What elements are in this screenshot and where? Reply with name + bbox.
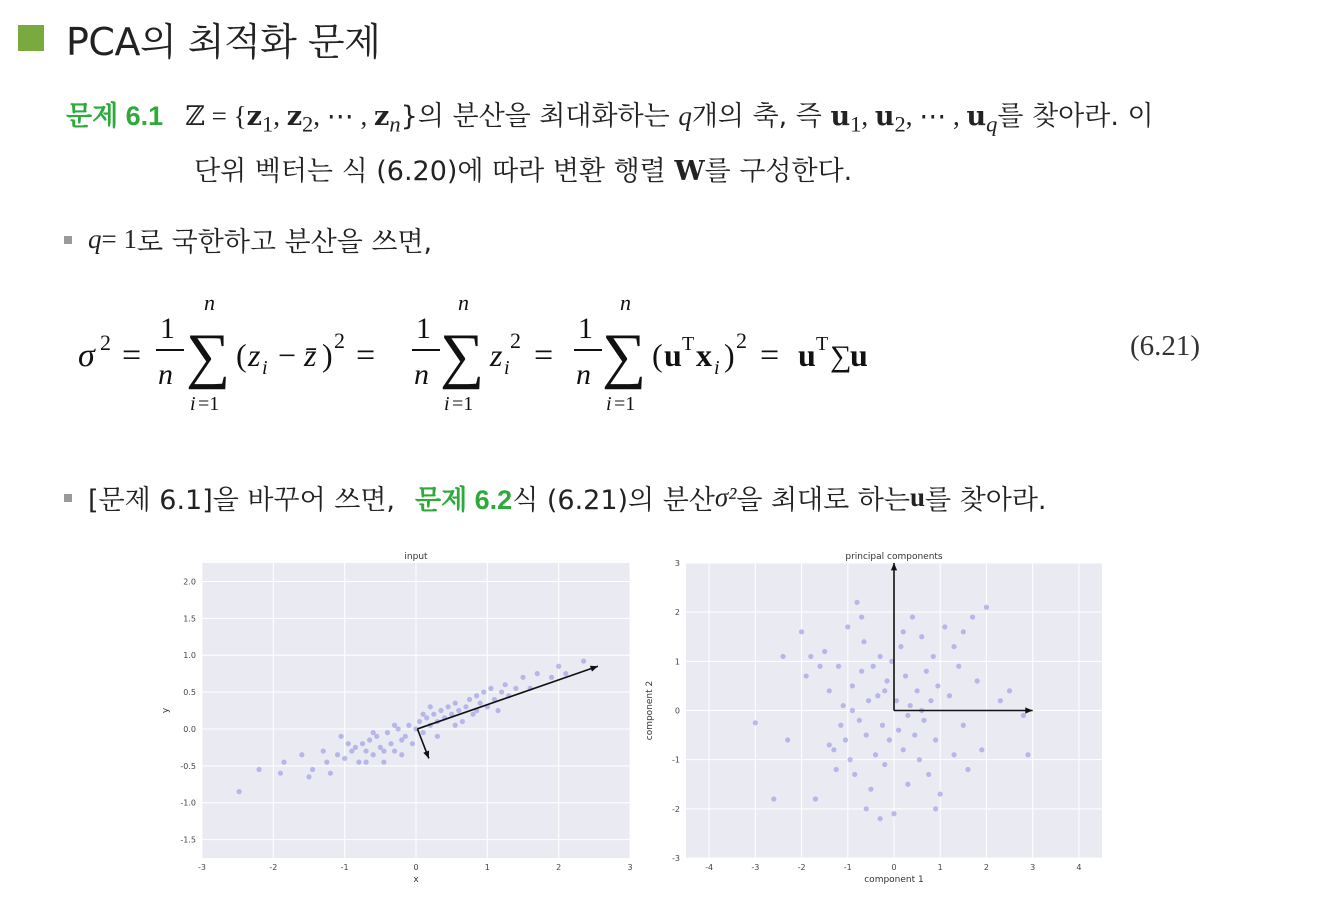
data-point bbox=[859, 614, 864, 619]
x-tick-label: -1 bbox=[843, 863, 852, 872]
w-matrix: W bbox=[674, 156, 705, 188]
svg-text:=: = bbox=[356, 337, 376, 374]
data-point bbox=[556, 664, 561, 669]
data-point bbox=[882, 762, 887, 767]
data-point bbox=[371, 752, 376, 757]
data-point bbox=[938, 791, 943, 796]
svg-text:u: u bbox=[798, 337, 816, 373]
data-point bbox=[363, 760, 368, 765]
svg-text:i: i bbox=[190, 393, 196, 415]
data-point bbox=[975, 678, 980, 683]
data-point bbox=[928, 698, 933, 703]
data-point bbox=[410, 741, 415, 746]
z-sub-2: 2 bbox=[302, 111, 314, 137]
data-point bbox=[435, 734, 440, 739]
data-point bbox=[799, 629, 804, 634]
u-vector-1: u bbox=[830, 101, 851, 132]
data-point bbox=[947, 693, 952, 698]
svg-text:=: = bbox=[760, 337, 780, 374]
z-sub-n: n bbox=[389, 111, 401, 137]
data-point bbox=[933, 737, 938, 742]
equation-6-21 bbox=[70, 288, 1270, 418]
z-vector-2: z bbox=[286, 101, 303, 132]
x-tick-label: 0 bbox=[413, 863, 419, 872]
data-point bbox=[951, 752, 956, 757]
data-point bbox=[453, 723, 458, 728]
data-point bbox=[281, 760, 286, 765]
data-point bbox=[942, 624, 947, 629]
q-variable: q bbox=[678, 101, 692, 131]
svg-text:i: i bbox=[262, 357, 268, 379]
title-bullet-square bbox=[18, 25, 44, 51]
data-point bbox=[421, 730, 426, 735]
y-tick-label: 1 bbox=[674, 657, 680, 667]
data-point bbox=[417, 719, 422, 724]
svg-text:=1: =1 bbox=[198, 393, 220, 415]
data-point bbox=[817, 664, 822, 669]
data-point bbox=[843, 737, 848, 742]
svg-text:i: i bbox=[714, 357, 720, 379]
data-point bbox=[481, 689, 486, 694]
data-point bbox=[513, 686, 518, 691]
problem-6-1-text-b: 개의 축, 즉 bbox=[691, 101, 831, 132]
equation-number: (6.21) bbox=[1130, 330, 1201, 362]
data-point bbox=[321, 748, 326, 753]
x-tick-label: -3 bbox=[198, 863, 206, 872]
y-axis-label: component 2 bbox=[645, 680, 655, 741]
data-point bbox=[406, 723, 411, 728]
x-axis-label: x bbox=[413, 875, 419, 885]
data-point bbox=[910, 614, 915, 619]
data-point bbox=[339, 734, 344, 739]
data-point bbox=[864, 732, 869, 737]
data-point bbox=[901, 747, 906, 752]
data-point bbox=[520, 675, 525, 680]
data-point bbox=[965, 767, 970, 772]
svg-text:2: 2 bbox=[736, 328, 747, 353]
data-point bbox=[438, 708, 443, 713]
data-point bbox=[808, 654, 813, 659]
svg-text:i: i bbox=[444, 393, 450, 415]
data-point bbox=[931, 654, 936, 659]
svg-text:n: n bbox=[576, 358, 591, 391]
y-axis-label: y bbox=[161, 707, 171, 714]
svg-text:): ) bbox=[724, 337, 735, 373]
data-point bbox=[460, 719, 465, 724]
data-point bbox=[399, 752, 404, 757]
data-point bbox=[866, 698, 871, 703]
bullet1-q: q bbox=[88, 224, 102, 254]
data-point bbox=[463, 704, 468, 709]
ellipsis-1: , ⋯ , bbox=[313, 101, 375, 131]
x-tick-label: 2 bbox=[556, 863, 562, 872]
data-point bbox=[854, 600, 859, 605]
data-point bbox=[356, 760, 361, 765]
data-point bbox=[499, 689, 504, 694]
data-point bbox=[845, 624, 850, 629]
data-point bbox=[367, 737, 372, 742]
svg-text:z̄: z̄ bbox=[304, 337, 317, 373]
svg-text:x: x bbox=[696, 337, 712, 373]
svg-text:n: n bbox=[204, 290, 215, 315]
data-point bbox=[961, 723, 966, 728]
svg-text:2: 2 bbox=[334, 328, 345, 353]
data-point bbox=[901, 629, 906, 634]
svg-text:T: T bbox=[816, 333, 829, 355]
problem-6-1-text-d: 단위 벡터는 식 (6.20)에 따라 변환 행렬 bbox=[194, 156, 675, 188]
svg-text:∑: ∑ bbox=[186, 322, 231, 390]
data-point bbox=[456, 708, 461, 713]
data-point bbox=[933, 806, 938, 811]
problem-6-1-line2 bbox=[66, 148, 1326, 196]
chart-input bbox=[160, 545, 635, 890]
data-point bbox=[921, 718, 926, 723]
data-point bbox=[236, 789, 241, 794]
data-point bbox=[256, 767, 261, 772]
u-vector-q: u bbox=[966, 101, 987, 132]
u-sub-1: 1 bbox=[850, 111, 862, 137]
problem-6-1-text-e: 를 구성한다. bbox=[704, 156, 853, 188]
data-point bbox=[884, 678, 889, 683]
y-tick-label: -2 bbox=[672, 804, 680, 814]
y-tick-label: -0.5 bbox=[180, 761, 196, 771]
data-point bbox=[887, 737, 892, 742]
data-point bbox=[446, 704, 451, 709]
bullet2-text-d: 를 찾아라. bbox=[925, 485, 1047, 516]
data-point bbox=[360, 741, 365, 746]
svg-text:1: 1 bbox=[160, 312, 175, 345]
data-point bbox=[392, 748, 397, 753]
data-point bbox=[898, 644, 903, 649]
problem-6-1-text-c: 를 찾아라. 이 bbox=[997, 101, 1154, 132]
comma-u: , bbox=[861, 101, 875, 131]
title-text: PCA의 최적화 문제 bbox=[66, 19, 381, 64]
u-vector-2: u bbox=[874, 101, 895, 132]
data-point bbox=[847, 757, 852, 762]
data-point bbox=[421, 712, 426, 717]
svg-text:=1: =1 bbox=[452, 393, 474, 415]
data-point bbox=[392, 723, 397, 728]
data-point bbox=[919, 634, 924, 639]
data-point bbox=[535, 671, 540, 676]
data-point bbox=[310, 767, 315, 772]
svg-text:=: = bbox=[534, 337, 554, 374]
data-point bbox=[428, 704, 433, 709]
svg-text:=: = bbox=[122, 337, 142, 374]
data-point bbox=[875, 693, 880, 698]
x-axis-label: component 1 bbox=[864, 875, 924, 885]
data-point bbox=[917, 757, 922, 762]
x-tick-label: 1 bbox=[937, 863, 943, 872]
data-point bbox=[852, 772, 857, 777]
svg-text:(: ( bbox=[652, 337, 663, 373]
svg-text:1: 1 bbox=[416, 312, 431, 345]
data-point bbox=[495, 708, 500, 713]
data-point bbox=[935, 683, 940, 688]
data-point bbox=[961, 629, 966, 634]
y-tick-label: 0.5 bbox=[183, 688, 196, 698]
y-tick-label: -1.0 bbox=[180, 798, 196, 808]
data-point bbox=[873, 752, 878, 757]
data-point bbox=[859, 669, 864, 674]
comma-1: , bbox=[273, 101, 287, 131]
data-point bbox=[836, 664, 841, 669]
data-point bbox=[912, 732, 917, 737]
svg-text:n: n bbox=[158, 358, 173, 391]
y-tick-label: 2 bbox=[674, 608, 680, 618]
data-point bbox=[474, 693, 479, 698]
data-point bbox=[834, 767, 839, 772]
bullet-q-equals-1 bbox=[64, 220, 432, 259]
data-point bbox=[324, 760, 329, 765]
data-point bbox=[905, 713, 910, 718]
bullet1-eq: = 1 bbox=[101, 224, 137, 254]
z-sub-1: 1 bbox=[261, 111, 274, 137]
z-vector-n: z bbox=[374, 101, 390, 132]
y-tick-label: -1 bbox=[672, 755, 680, 765]
data-point bbox=[868, 787, 873, 792]
data-point bbox=[1007, 688, 1012, 693]
svg-text:∑: ∑ bbox=[440, 322, 485, 390]
data-point bbox=[328, 771, 333, 776]
data-point bbox=[822, 649, 827, 654]
data-point bbox=[278, 771, 283, 776]
data-point bbox=[850, 683, 855, 688]
problem-6-1-text-a: }의 분산을 최대화하는 bbox=[400, 101, 679, 132]
data-point bbox=[880, 723, 885, 728]
bullet-problem-6-2 bbox=[64, 478, 1047, 517]
data-point bbox=[563, 671, 568, 676]
data-point bbox=[753, 720, 758, 725]
bullet2-text-a: [문제 6.1]을 바꾸어 쓰면, bbox=[88, 485, 395, 516]
data-point bbox=[385, 730, 390, 735]
svg-text:2: 2 bbox=[510, 328, 521, 353]
data-point bbox=[882, 688, 887, 693]
y-tick-label: 0.0 bbox=[183, 724, 196, 734]
svg-text:n: n bbox=[414, 358, 429, 391]
data-point bbox=[951, 644, 956, 649]
bullet1-text: 로 국한하고 분산을 쓰면, bbox=[136, 227, 433, 258]
data-point bbox=[998, 698, 1003, 703]
data-point bbox=[488, 686, 493, 691]
svg-text:∑: ∑ bbox=[830, 340, 852, 373]
data-point bbox=[478, 701, 483, 706]
svg-text:i: i bbox=[504, 357, 510, 379]
svg-text:z: z bbox=[248, 337, 261, 373]
data-point bbox=[956, 664, 961, 669]
u-sub-q: q bbox=[986, 111, 998, 137]
data-point bbox=[970, 614, 975, 619]
svg-text:−: − bbox=[278, 337, 297, 373]
data-point bbox=[891, 811, 896, 816]
data-point bbox=[503, 682, 508, 687]
data-point bbox=[335, 752, 340, 757]
data-point bbox=[905, 782, 910, 787]
data-point bbox=[388, 741, 393, 746]
data-point bbox=[371, 730, 376, 735]
x-tick-label: 2 bbox=[983, 863, 989, 872]
data-point bbox=[346, 741, 351, 746]
data-point bbox=[827, 742, 832, 747]
data-point bbox=[850, 708, 855, 713]
data-point bbox=[1025, 752, 1030, 757]
svg-text:T: T bbox=[682, 333, 695, 355]
data-point bbox=[431, 712, 436, 717]
svg-text:σ: σ bbox=[78, 337, 95, 374]
x-tick-label: 3 bbox=[627, 863, 633, 872]
svg-text:u: u bbox=[850, 337, 868, 373]
data-point bbox=[299, 752, 304, 757]
bullet-marker bbox=[64, 236, 72, 244]
data-point bbox=[857, 718, 862, 723]
data-point bbox=[549, 675, 554, 680]
x-tick-label: -1 bbox=[340, 863, 349, 872]
y-tick-label: 2.0 bbox=[183, 577, 196, 587]
x-tick-label: 0 bbox=[891, 863, 897, 872]
data-point bbox=[1021, 713, 1026, 718]
data-point bbox=[861, 639, 866, 644]
svg-text:i: i bbox=[606, 393, 612, 415]
data-point bbox=[984, 605, 989, 610]
svg-text:n: n bbox=[458, 290, 469, 315]
problem-6-2-label: 문제 6.2 bbox=[415, 485, 513, 515]
problem-6-1 bbox=[66, 92, 1326, 196]
svg-text:z: z bbox=[490, 337, 503, 373]
x-tick-label: 1 bbox=[484, 863, 490, 872]
data-point bbox=[581, 658, 586, 663]
problem-set-open: ℤ = { bbox=[185, 101, 247, 131]
z-vector-1: z bbox=[246, 101, 262, 132]
data-point bbox=[908, 703, 913, 708]
x-tick-label: -2 bbox=[797, 863, 806, 872]
svg-text:): ) bbox=[322, 337, 333, 373]
data-point bbox=[878, 654, 883, 659]
data-point bbox=[453, 701, 458, 706]
data-point bbox=[896, 728, 901, 733]
data-point bbox=[363, 748, 368, 753]
data-point bbox=[827, 688, 832, 693]
data-point bbox=[381, 748, 386, 753]
y-tick-label: 0 bbox=[674, 706, 680, 716]
data-point bbox=[838, 723, 843, 728]
x-tick-label: 3 bbox=[1030, 863, 1036, 872]
data-point bbox=[878, 816, 883, 821]
data-point bbox=[467, 697, 472, 702]
data-point bbox=[780, 654, 785, 659]
svg-text:1: 1 bbox=[578, 312, 593, 345]
data-point bbox=[785, 737, 790, 742]
x-tick-label: -2 bbox=[269, 863, 278, 872]
y-tick-label: 1.5 bbox=[183, 614, 196, 624]
ellipsis-u: , ⋯ , bbox=[905, 101, 967, 131]
chart-title: input bbox=[404, 552, 428, 562]
svg-text:(: ( bbox=[236, 337, 247, 373]
bullet2-text-c: 을 최대로 하는 bbox=[736, 485, 910, 516]
data-point bbox=[924, 669, 929, 674]
svg-text:n: n bbox=[620, 290, 631, 315]
y-tick-label: -3 bbox=[672, 854, 680, 863]
chart-title: principal components bbox=[845, 552, 943, 562]
x-tick-label: -4 bbox=[705, 863, 714, 872]
data-point bbox=[926, 772, 931, 777]
data-point bbox=[813, 796, 818, 801]
data-point bbox=[353, 745, 358, 750]
data-point bbox=[979, 747, 984, 752]
data-point bbox=[342, 756, 347, 761]
data-point bbox=[381, 760, 386, 765]
x-tick-label: -3 bbox=[751, 863, 760, 872]
svg-text:u: u bbox=[664, 337, 682, 373]
bullet2-text-b: 식 (6.21)의 분산 bbox=[512, 485, 715, 516]
data-point bbox=[771, 796, 776, 801]
data-point bbox=[871, 664, 876, 669]
svg-text:2: 2 bbox=[100, 330, 111, 355]
chart-principal-components bbox=[640, 545, 1110, 890]
y-tick-label: 1.0 bbox=[183, 651, 196, 661]
u-vector-bold: u bbox=[909, 482, 926, 512]
sigma-squared: σ² bbox=[714, 482, 737, 512]
y-tick-label: -1.5 bbox=[180, 835, 196, 845]
data-point bbox=[831, 747, 836, 752]
data-point bbox=[841, 703, 846, 708]
data-point bbox=[864, 806, 869, 811]
bullet-marker-2 bbox=[64, 494, 72, 502]
y-tick-label: 3 bbox=[674, 559, 680, 568]
x-tick-label: 4 bbox=[1076, 863, 1082, 872]
data-point bbox=[804, 673, 809, 678]
problem-6-1-label: 문제 6.1 bbox=[66, 101, 164, 131]
data-point bbox=[903, 673, 908, 678]
data-point bbox=[915, 688, 920, 693]
u-sub-2: 2 bbox=[894, 111, 906, 137]
svg-text:∑: ∑ bbox=[602, 322, 647, 390]
data-point bbox=[306, 774, 311, 779]
svg-text:=1: =1 bbox=[614, 393, 636, 415]
slide-title bbox=[18, 10, 380, 66]
data-point bbox=[403, 734, 408, 739]
